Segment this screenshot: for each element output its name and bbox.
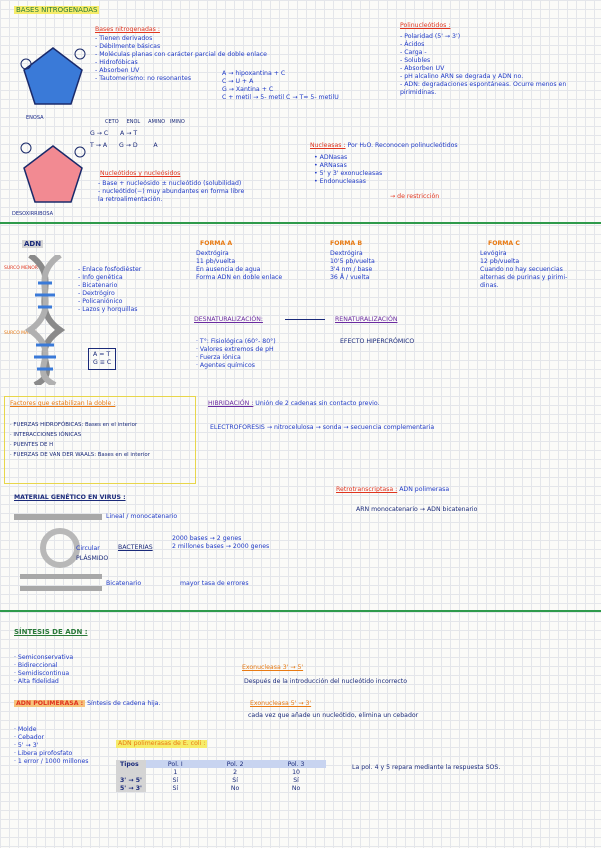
- nucleotidos-list: - Base + nucleósido ± nucleótido (solubilidad) - nucleótido(−) muy abundantes en forma libre la retroalimentación.: [98, 180, 245, 203]
- exo35-text: Después de la introducción del nucleótido incorrecto: [244, 678, 408, 685]
- mayor-tasa-label: mayor tasa de errores: [180, 580, 249, 587]
- poli-list: - Polaridad (5' → 3') - Ácidos - Carga - - Solubles - Absorben UV - pH alcalino ARN se degrada y ADN no. - ADN: degradaciones espontáneas. Ocurre menos en pirimidinas.: [400, 33, 567, 96]
- table-header: Tipos: [116, 760, 146, 768]
- table-cell: 10: [292, 768, 300, 776]
- lineal-bar: [14, 514, 102, 520]
- forma-a-list: Dextrógira 11 pb/vuelta En ausencia de agua Forma ADN en doble enlace: [196, 250, 283, 281]
- table-row: [116, 784, 326, 792]
- bicatenario-bar-2: [20, 586, 102, 591]
- table-cell: 5' → 3': [116, 784, 146, 792]
- ribose-pentagon-diagram: [18, 40, 88, 110]
- table-header: Pol. I: [146, 760, 205, 768]
- bicatenario-label: Bicatenario: [106, 580, 142, 587]
- surco-menor: SURCO MENOR: [4, 266, 38, 271]
- double-helix-diagram: [20, 255, 70, 385]
- table-header: Pol. 2: [205, 760, 266, 768]
- forma-c-title: FORMA C: [488, 240, 520, 247]
- exo53-text: cada vez que añade un nucleótido, elimina un cebador: [248, 712, 419, 719]
- poli-heading: Polinucleótidos :: [400, 22, 451, 29]
- electroforesis-line: ELECTROFORESIS → nitrocelulosa → sonda → secuencia complementaria: [210, 424, 435, 431]
- ceto-enol-row: CETO ENOL AMINO IMINO: [105, 119, 185, 125]
- exo53-label: Exonucleasa 5' → 3': [250, 700, 312, 707]
- arn-line: ARN monocatenario → ADN bicatenario: [356, 506, 478, 513]
- renat-heading: RENATURALIZACIÓN: [335, 316, 398, 323]
- table-cell: [116, 768, 146, 776]
- pol-line: ADN POLIMERASA : Síntesis de cadena hija.: [16, 700, 161, 707]
- section-title-sintesis: SÍNTESIS DE ADN :: [14, 628, 88, 636]
- sintesis-list: · Semiconservativa · Bidireccional · Semidiscontinua · Alta fidelidad: [14, 654, 74, 685]
- label-desoxirribosa: DESOXIRRIBOSA: [12, 211, 54, 217]
- sos-note: La pol. 4 y 5 repara mediante la respuesta SOS.: [352, 764, 501, 771]
- restriccion: → de restricción: [390, 193, 440, 200]
- efecto-hipercromico: EFECTO HIPERCRÓMICO: [340, 338, 415, 345]
- forma-a-title: FORMA A: [200, 240, 233, 247]
- table-cell: Sí: [172, 776, 179, 784]
- nucleasas-list: • ADNasas • ARNasas • 5' y 3' exonucleasas • Endonucleasas: [314, 154, 383, 185]
- plasmido-label: PLÁSMIDO: [76, 555, 109, 562]
- forma-b-list: Dextrógira 10'5 pb/vuelta 3'4 nm / base 36 Å / vuelta: [330, 250, 375, 281]
- hibrid-line: HIBRIDACIÓN : Unión de 2 cadenas sin contacto previo.: [208, 400, 380, 407]
- table-cell: Sí: [172, 784, 179, 792]
- bacterias-list: 2000 bases → 2 genes 2 millones bases → 2000 genes: [172, 535, 270, 550]
- factores-heading: Factores que estabilizan la doble :: [10, 400, 116, 407]
- table-cell: 2: [233, 768, 238, 776]
- forma-c-list: Levógira 12 pb/vuelta Cuando no hay secuencias alternas de purinas y pirimi- dinas.: [480, 250, 568, 289]
- table-cell: No: [291, 784, 301, 792]
- nucleasas-line: Nucleasas : Por H₂O. Reconocen polinucleótidos: [310, 142, 458, 149]
- deoxyribose-pentagon-diagram: [18, 140, 88, 208]
- desnat-heading: DESNATURALIZACIÓN:: [194, 316, 263, 323]
- pairs-row-1: G → C A → T: [90, 130, 138, 137]
- divider-2: [0, 610, 601, 612]
- pair-box: A = T G ≡ C: [88, 348, 116, 370]
- desnat-arrow: [285, 319, 325, 320]
- table-row: [116, 768, 326, 776]
- nucleotidos-heading: Nucleótidos y nucleósidos: [100, 170, 181, 177]
- bases-list: - Tienen derivados - Débilmente básicas - Moléculas planas con carácter parcial de doble enlace - Hidrofóbicas - Absorben UV - Tautomerismo: no resonantes: [95, 35, 267, 82]
- table-cell: No: [230, 784, 240, 792]
- tautomer-list: A → hipoxantina + C C → U + A G → Xantina + C C + metil → 5- metil C → T= 5- metilU: [222, 70, 339, 101]
- material-heading: MATERIAL GENÉTICO EN VIRUS :: [14, 494, 126, 501]
- circular-label: Circular: [76, 545, 100, 552]
- exo35-label: Exonucleasa 3' → 5': [242, 664, 304, 671]
- requisitos-list: · Molde · Cebador · 5' → 3' · Libera pirofosfato · 1 error / 1000 millones: [14, 726, 89, 765]
- bicatenario-bar-1: [20, 574, 102, 579]
- table-row: [116, 776, 326, 784]
- polimerasas-table: [116, 760, 326, 792]
- plasmid-circle: [40, 528, 80, 568]
- label-enosa: ENOSA: [26, 115, 44, 121]
- divider-1: [0, 222, 601, 224]
- section-title-adn: ADN: [24, 240, 42, 248]
- bacterias-label: BACTERIAS: [118, 544, 153, 551]
- table-cell: 1: [173, 768, 178, 776]
- table-cell: Sí: [232, 776, 238, 784]
- surco-mayor: SURCO MAYOR: [4, 331, 37, 336]
- table-title: ADN polimerasas de E. coli :: [118, 740, 206, 747]
- bases-heading: Bases nitrogenadas :: [95, 26, 160, 33]
- adn-list: - Enlace fosfodiéster - Info genética - Bicatenario - Dextrógiro - Policaniónico - Lazos y horquillas: [78, 266, 142, 313]
- factores-list: · FUERZAS HIDROFÓBICAS: Bases en el interior · INTERACCIONES IÓNICAS · PUENTES DE H · FUERZAS DE VAN DER WAALS: Bases en el interior: [10, 422, 150, 458]
- retro-line: Retrotranscriptasa : ADN polimerasa: [336, 486, 450, 493]
- desnat-list: · T°: Fisiológica (60°- 80°) · Valores extremos de pH · Fuerza iónica · Agentes químicos: [196, 338, 276, 369]
- table-cell: Sí: [293, 776, 299, 784]
- table-header-row: [116, 760, 326, 768]
- pairs-row-2: T → A G → D A: [90, 142, 158, 149]
- table-header: Pol. 3: [266, 760, 327, 768]
- lineal-label: Lineal / monocatenario: [106, 513, 178, 520]
- table-cell: 3' → 5': [116, 776, 146, 784]
- forma-b-title: FORMA B: [330, 240, 363, 247]
- section-title-bases: BASES NITROGENADAS: [16, 6, 98, 14]
